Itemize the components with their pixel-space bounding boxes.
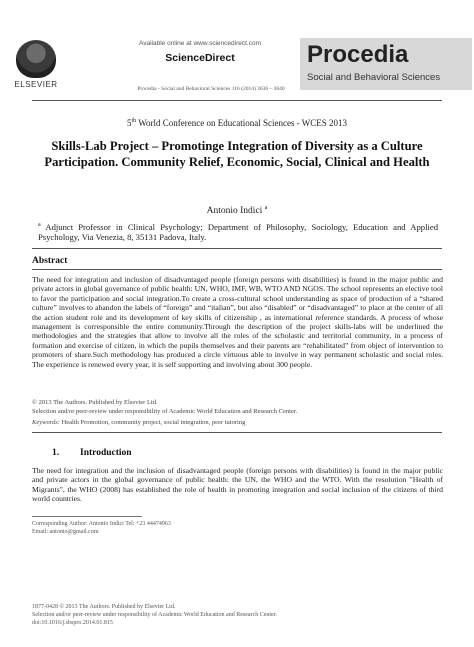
copyright-line: © 2013 The Authors. Published by Elsevier Ltd. [32, 399, 158, 406]
page-footer: 1877-0428 © 2013 The Authors. Published by Elsevier Ltd. Selection and/or peer-review under responsibility of Academic World Education and Research Center. doi:10.1016/j.sbspro.2014.01.815 [32, 604, 277, 627]
procedia-banner [300, 38, 472, 90]
author-line [32, 205, 442, 216]
keywords-line: Keywords: Health Promotion, community project, social integration, peer tutoring [32, 419, 246, 426]
abstract-body: The need for integration and inclusion of disadvantaged people (foreign persons with disabilities) is found in the major public and private actors in global governance of public health: UN, WHO, IMF, WB, WTO AND NGOS. The school represents an elective tool to favor the participation and social integration.To create a cross-cultural school understanding as space of production of a “shared culture” involves to abandon the labels of “foreign” and “italian”, but also “disabled” or “disadvantaged” to place at the center of all the action student role and its development of key skills of citizenship , as international reference standards. A process of whose management is corresponsible the entire community.Through the description of the project skills-labs will be underlined the methodologies and the strategies that allow to involve all the roles of the scholastic and territorial community, in a process of formation and exercise of citizen, in which the pupils themselves and their parents are “rehabilitated” from object of intervention to promoters of share.Such methodology has produced a circle virtuous able to involve in way permanent scholastic and social roles. The experience is renewed every year, it is self supporting and involving about 300 people. [32, 275, 443, 369]
journal-title: Procedia [307, 41, 409, 68]
copyright-block [32, 399, 443, 416]
elsevier-logo [6, 40, 66, 92]
abstract-heading-rule [32, 269, 442, 270]
footnote-rule [32, 516, 142, 517]
section-number: 1. [52, 448, 60, 458]
author-mark: a [264, 205, 268, 211]
conference-line: 5th World Conference on Educational Sciences - WCES 2013 [126, 118, 348, 128]
abstract-heading: Abstract [32, 256, 68, 266]
available-online-text: Available online at www.sciencedirect.com [139, 40, 261, 47]
keywords-label: Keywords: [32, 419, 60, 426]
elsevier-tree-icon [16, 40, 56, 78]
paper-title: Skills-Lab Project – Promotinge Integration of Diversity as a Culture Participation. Community Relief, Economic, Social, Clinical and Health [44, 139, 430, 169]
header-rule [32, 100, 442, 101]
selection-line: Selection and/or peer-review under responsibility of Academic World Education and Research Center. [32, 407, 298, 415]
introduction-body: The need for integration and the inclusion of disadvantaged people (foreign persons with disabilities) is found in the major public and private actors in the global governance of public health: the UN, the WHO and the WTO. With the resolution "Health of Migrants", the WHO (2008) has established the role of health in promoting integration and social inclusion of the citizens of third world countries. [32, 466, 443, 503]
affiliation: $^a$ Adjunct Professor in Clinical Psychology; Department of Philosophy, Sociology, Education and Applied Psychology, Via Venezia, 8, 35131 Padova, Italy. [38, 221, 438, 243]
elsevier-wordmark: ELSEVIER [14, 80, 58, 89]
author-name: Antonio Indici [206, 206, 263, 217]
abstract-top-rule [32, 248, 442, 249]
journal-citation: Procedia - Social and Behavioral Sciences 116 (2014) 3636 – 3640 [137, 86, 285, 92]
correspondence-note: Corresponding Author: Antonio Indici Tel: +23 44474963 Email: antonio@gmail.com [32, 521, 171, 535]
section-heading: Introduction [80, 448, 132, 458]
sciencedirect-brand: ScienceDirect [165, 52, 235, 64]
abstract-bottom-rule [32, 432, 442, 433]
journal-subtitle: Social and Behavioral Sciences [307, 72, 441, 83]
